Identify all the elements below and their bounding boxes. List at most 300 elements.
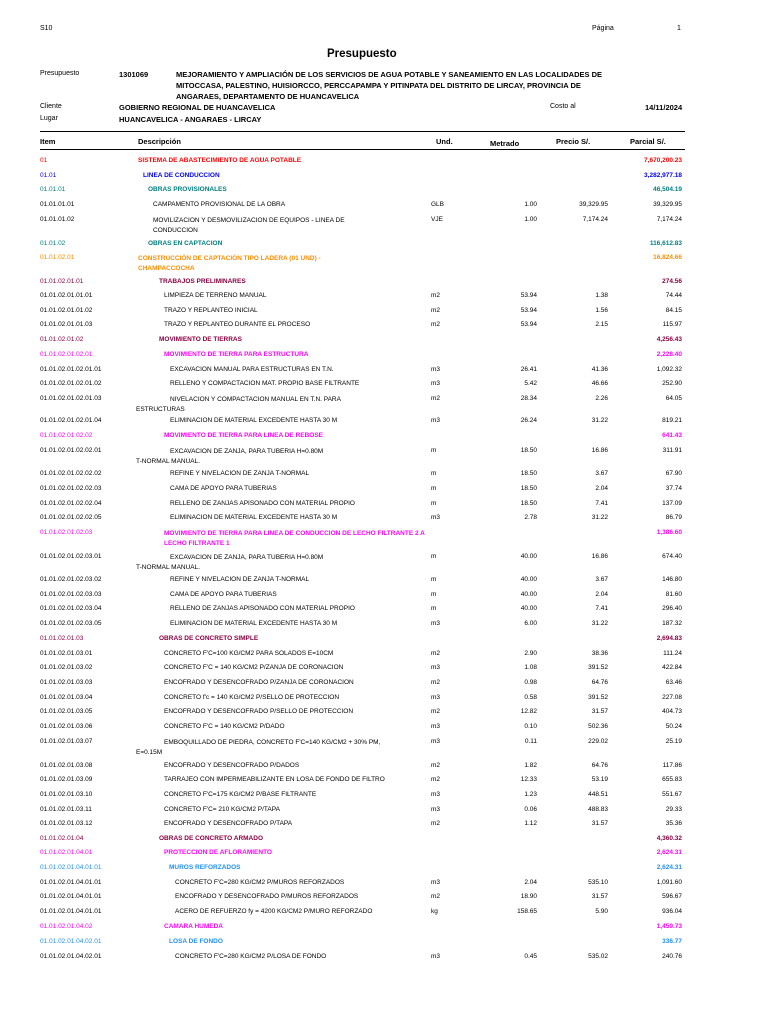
row-precio: 1.38 (595, 292, 608, 299)
row-item-code: 01.01.02.01.01.02 (40, 307, 93, 314)
table-row (0, 605, 768, 617)
table-row (0, 923, 768, 935)
row-metrado: 1.82 (524, 762, 537, 769)
row-unit: m3 (431, 738, 441, 745)
row-description: CAMA DE APOYO PARA TUBERIAS (170, 485, 277, 492)
row-item-code: 01.01.02.01.01.03 (40, 321, 93, 328)
table-row (0, 938, 768, 950)
table-row (0, 650, 768, 662)
row-precio: 1.56 (595, 307, 608, 314)
row-metrado: 40.00 (520, 576, 537, 583)
row-unit: m (431, 485, 437, 492)
page-label: Página (592, 25, 614, 32)
row-metrado: 26.24 (520, 417, 537, 424)
row-parcial: 74.44 (665, 292, 682, 299)
row-metrado: 53.94 (520, 292, 537, 299)
col-parcial: Parcial S/. (630, 137, 666, 146)
row-parcial: 2,624.31 (656, 864, 682, 871)
table-row (0, 157, 768, 169)
costo-date: 14/11/2024 (645, 103, 683, 112)
table-row (0, 723, 768, 735)
table-row (0, 879, 768, 891)
cliente-value: GOBIERNO REGIONAL DE HUANCAVELICA (119, 103, 276, 112)
row-unit: m3 (431, 806, 441, 813)
row-metrado: 1.23 (524, 791, 537, 798)
table-row (0, 806, 768, 818)
row-parcial: 84.15 (665, 307, 682, 314)
row-item-code: 01.01.02.01.02.03 (40, 529, 93, 536)
row-description: TRABAJOS PRELIMINARES (159, 278, 246, 285)
row-parcial: 187.32 (662, 620, 682, 627)
table-row (0, 240, 768, 252)
software-code: S10 (40, 25, 53, 32)
row-item-code: 01.01.02.01.03.01 (40, 650, 93, 657)
row-item-code: 01.01.02.01.04.01.01 (40, 893, 102, 900)
row-parcial: 64.05 (665, 395, 682, 402)
row-item-code: 01.01.02.01 (40, 254, 75, 261)
row-description: REFINE Y NIVELACION DE ZANJA T-NORMAL (170, 576, 310, 583)
row-item-code: 01.01.02.01.01 (40, 278, 84, 285)
table-row (0, 791, 768, 803)
row-parcial: 227.08 (662, 694, 682, 701)
row-parcial: 1,459.73 (656, 923, 682, 930)
row-precio: 39,329.95 (579, 201, 608, 208)
row-item-code: 01.01.02.01.02.03.05 (40, 620, 102, 627)
table-row (0, 351, 768, 363)
table-row (0, 278, 768, 290)
row-metrado: 2.78 (524, 514, 537, 521)
row-precio: 31.22 (591, 620, 608, 627)
row-parcial: 311.91 (662, 447, 682, 454)
row-unit: m (431, 576, 437, 583)
row-item-code: 01.01.02.01.04.01.01 (40, 864, 102, 871)
row-unit: m3 (431, 514, 441, 521)
row-precio: 391.52 (588, 664, 608, 671)
row-description: CAMARA HUMEDA (164, 923, 223, 930)
row-precio: 31.57 (591, 820, 608, 827)
table-row (0, 366, 768, 378)
row-description: ACERO DE REFUERZO fy = 4200 KG/CM2 P/MURO REFORZADO (175, 908, 373, 915)
row-metrado: 18.50 (520, 447, 537, 454)
row-metrado: 2.90 (524, 650, 537, 657)
row-parcial: 50.24 (665, 723, 682, 730)
row-item-code: 01.01.02.01.02.01.03 (40, 395, 102, 402)
table-row (0, 576, 768, 588)
row-item-code: 01.01.02.01.03.04 (40, 694, 93, 701)
row-description: NIVELACION Y COMPACTACION MANUAL EN T.N. PARA ESTRUCTURAS (136, 396, 341, 413)
table-row (0, 307, 768, 319)
row-item-code: 01.01.02.01.04.02.01 (40, 938, 102, 945)
row-item-code: 01.01.02.01.03 (40, 635, 84, 642)
row-parcial: 46,504.19 (653, 186, 682, 193)
row-item-code: 01.01.02.01.03.06 (40, 723, 93, 730)
col-metrado: Metrado (490, 139, 520, 148)
row-parcial: 936.04 (662, 908, 682, 915)
row-item-code: 01 (40, 157, 48, 164)
page-title: Presupuesto (327, 48, 397, 60)
row-parcial: 336.77 (662, 938, 682, 945)
row-metrado: 0.45 (524, 953, 537, 960)
row-unit: m2 (431, 762, 441, 769)
row-parcial: 1,092.32 (656, 366, 682, 373)
row-item-code: 01.01.02.01.04.01.01 (40, 879, 102, 886)
row-parcial: 67.90 (665, 470, 682, 477)
row-parcial: 7,174.24 (656, 216, 682, 223)
row-precio: 31.57 (591, 893, 608, 900)
row-precio: 64.76 (591, 762, 608, 769)
row-metrado: 5.42 (524, 380, 537, 387)
row-unit: m2 (431, 679, 441, 686)
row-description: ELIMINACION DE MATERIAL EXCEDENTE HASTA 30 M (170, 417, 338, 424)
row-item-code: 01.01.02.01.03.02 (40, 664, 93, 671)
row-description: ENCOFRADO Y DESENCOFRADO P/ZANJA DE CORONACION (164, 679, 354, 686)
table-row (0, 292, 768, 304)
row-description: CONCRETO F'C=175 KG/CM2 P/BASE FILTRANTE (164, 791, 317, 798)
row-unit: m (431, 591, 437, 598)
row-parcial: 4,256.43 (656, 336, 682, 343)
row-unit: m2 (431, 650, 441, 657)
row-parcial: 117.86 (662, 762, 682, 769)
row-precio: 502.36 (588, 723, 608, 730)
row-precio: 31.22 (591, 417, 608, 424)
row-parcial: 111.24 (663, 650, 682, 657)
row-unit: m (431, 553, 437, 560)
row-metrado: 0.10 (524, 723, 537, 730)
row-parcial: 37.74 (665, 485, 682, 492)
row-metrado: 12.33 (520, 776, 537, 783)
row-item-code: 01.01.02.01.03.05 (40, 708, 93, 715)
row-precio: 5.90 (595, 908, 608, 915)
row-description: RELLENO DE ZANJAS APISONADO CON MATERIAL PROPIO (170, 500, 355, 507)
table-row (0, 953, 768, 965)
row-parcial: 551.67 (662, 791, 682, 798)
row-description: MOVIMIENTO DE TIERRA PARA ESTRUCTURA (164, 351, 309, 358)
row-precio: 229.02 (588, 738, 608, 745)
row-parcial: 819.21 (662, 417, 682, 424)
row-description: PROTECCION DE AFLORAMIENTO (164, 849, 272, 856)
row-precio: 448.51 (588, 791, 608, 798)
row-unit: m2 (431, 321, 441, 328)
row-metrado: 2.04 (524, 879, 537, 886)
row-description: MUROS REFORZADOS (169, 864, 241, 871)
row-description: EXCAVACION DE ZANJA, PARA TUBERIA H=0.80M T-NORMAL MANUAL. (136, 448, 324, 465)
row-description: ELIMINACION DE MATERIAL EXCEDENTE HASTA 30 M (170, 514, 338, 521)
table-row (0, 500, 768, 512)
row-metrado: 28.34 (520, 395, 537, 402)
row-item-code: 01.01.02.01.02.02.02 (40, 470, 102, 477)
table-row (0, 694, 768, 706)
row-metrado: 0.11 (524, 738, 537, 745)
row-unit: m (431, 447, 437, 454)
row-parcial: 137.09 (662, 500, 682, 507)
table-row (0, 447, 768, 465)
row-item-code: 01.01.02.01.02.03.04 (40, 605, 102, 612)
cliente-label: Cliente (40, 103, 62, 110)
row-precio: 41.36 (591, 366, 608, 373)
row-precio: 535.10 (588, 879, 608, 886)
row-item-code: 01.01.02.01.04 (40, 835, 84, 842)
row-description: SISTEMA DE ABASTECIMIENTO DE AGUA POTABLE (138, 157, 302, 164)
row-description: ENCOFRADO Y DESENCOFRADO P/DADOS (164, 762, 300, 769)
costo-label: Costo al (550, 103, 576, 110)
row-metrado: 40.00 (520, 591, 537, 598)
table-row (0, 485, 768, 497)
row-description: RELLENO Y COMPACTACION MAT. PROPIO BASE FILTRANTE (170, 380, 360, 387)
row-parcial: 2,624.31 (656, 849, 682, 856)
table-row (0, 835, 768, 847)
table-row (0, 738, 768, 756)
row-precio: 2.04 (595, 485, 608, 492)
row-metrado: 158.65 (517, 908, 537, 915)
row-item-code: 01.01.02.01.03.11 (40, 806, 92, 813)
row-precio: 64.76 (591, 679, 608, 686)
row-precio: 488.83 (588, 806, 608, 813)
row-item-code: 01.01.02.01.02.02.05 (40, 514, 102, 521)
row-description: MOVIMIENTO DE TIERRA PARA LINEA DE CONDUCCION DE LECHO FILTRANTE 2 A LECHO FILTRANTE 1 (164, 530, 425, 547)
table-row (0, 172, 768, 184)
row-description: MOVIMIENTO DE TIERRA PARA LINEA DE REBOSE (164, 432, 324, 439)
row-item-code: 01.01.02.01.03.03 (40, 679, 93, 686)
row-metrado: 53.94 (520, 321, 537, 328)
col-item: Item (40, 137, 56, 146)
row-description: ELIMINACION DE MATERIAL EXCEDENTE HASTA 30 M (170, 620, 338, 627)
row-parcial: 641.43 (662, 432, 682, 439)
row-description: CONCRETO F'C = 140 KG/CM2 P/DADO (164, 723, 285, 730)
row-metrado: 40.00 (520, 605, 537, 612)
row-unit: m3 (431, 366, 441, 373)
row-description: CONCRETO F'C=100 KG/CM2 PARA SOLADOS E=10CM (164, 650, 334, 657)
row-item-code: 01.01.02.01.02.03.01 (40, 553, 102, 560)
row-unit: m2 (431, 820, 441, 827)
row-precio: 535.02 (588, 953, 608, 960)
row-precio: 7.41 (595, 605, 608, 612)
row-description: OBRAS PROVISIONALES (148, 186, 227, 193)
row-item-code: 01.01.02.01.02.01.04 (40, 417, 102, 424)
row-precio: 16.86 (591, 553, 608, 560)
row-unit: m2 (431, 307, 441, 314)
row-description: CONSTRUCCIÓN DE CAPTACIÓN TIPO LADERA (01 UND) - CHAMPACCOCHA (138, 255, 321, 272)
row-unit: m3 (431, 953, 441, 960)
row-precio: 7,174.24 (582, 216, 608, 223)
row-item-code: 01.01.02.01.02.01.02 (40, 380, 102, 387)
row-metrado: 18.90 (520, 893, 537, 900)
table-row (0, 432, 768, 444)
row-metrado: 0.58 (524, 694, 537, 701)
table-row (0, 762, 768, 774)
table-row (0, 679, 768, 691)
row-parcial: 35.36 (665, 820, 682, 827)
row-description: CAMPAMENTO PROVISIONAL DE LA OBRA (153, 201, 286, 208)
row-parcial: 674.40 (662, 553, 682, 560)
row-parcial: 115.97 (662, 321, 682, 328)
row-metrado: 18.50 (520, 485, 537, 492)
row-description: LIMPIEZA DE TERRENO MANUAL (164, 292, 267, 299)
row-description: RELLENO DE ZANJAS APISONADO CON MATERIAL PROPIO (170, 605, 355, 612)
row-description: EXCAVACION DE ZANJA, PARA TUBERIA H=0.80M T-NORMAL MANUAL. (136, 554, 324, 571)
row-parcial: 7,670,200.23 (644, 157, 682, 164)
presupuesto-code: 1301069 (119, 70, 149, 79)
row-parcial: 16,824.66 (653, 254, 682, 261)
presupuesto-label: Presupuesto (40, 70, 80, 77)
row-item-code: 01.01.02.01.02.02.01 (40, 447, 102, 454)
row-parcial: 86.79 (665, 514, 682, 521)
row-parcial: 81.60 (665, 591, 682, 598)
row-item-code: 01.01 (40, 172, 57, 179)
table-row (0, 470, 768, 482)
row-metrado: 40.00 (520, 553, 537, 560)
table-row (0, 395, 768, 413)
row-unit: m2 (431, 893, 441, 900)
row-unit: m3 (431, 791, 441, 798)
row-parcial: 655.83 (662, 776, 682, 783)
row-parcial: 3,282,977.18 (644, 172, 682, 179)
row-parcial: 4,360.32 (656, 835, 682, 842)
row-item-code: 01.01.02 (40, 240, 66, 247)
row-item-code: 01.01.02.01.04.01 (40, 849, 93, 856)
row-unit: m3 (431, 664, 441, 671)
row-unit: m2 (431, 395, 441, 402)
table-row (0, 635, 768, 647)
table-row (0, 514, 768, 526)
row-precio: 2.26 (595, 395, 608, 402)
table-row (0, 776, 768, 788)
row-description: CONCRETO f'c = 140 KG/CM2 P/SELLO DE PROTECCION (164, 694, 340, 701)
row-metrado: 1.08 (524, 664, 537, 671)
row-parcial: 63.46 (665, 679, 682, 686)
row-parcial: 25.19 (665, 738, 682, 745)
row-unit: m3 (431, 694, 441, 701)
row-description: EXCAVACION MANUAL PARA ESTRUCTURAS EN T.N. (170, 366, 334, 373)
row-unit: VJE (431, 216, 443, 223)
row-description: MOVIMIENTO DE TIERRAS (159, 336, 242, 343)
table-row (0, 529, 768, 547)
row-metrado: 1.00 (524, 201, 537, 208)
row-parcial: 146.80 (662, 576, 682, 583)
row-unit: m2 (431, 708, 441, 715)
row-unit: GLB (431, 201, 445, 208)
row-item-code: 01.01.02.01.02.03.02 (40, 576, 102, 583)
row-metrado: 1.12 (524, 820, 537, 827)
table-row (0, 186, 768, 198)
row-unit: m (431, 605, 437, 612)
row-item-code: 01.01.02.01.03.07 (40, 738, 93, 745)
row-precio: 2.15 (595, 321, 608, 328)
header-top-rule (40, 131, 685, 132)
table-row (0, 321, 768, 333)
row-item-code: 01.01.02.01.02.01 (40, 351, 93, 358)
table-row (0, 620, 768, 632)
row-unit: kg (431, 908, 438, 915)
row-item-code: 01.01.02.01.04.02.01 (40, 953, 102, 960)
row-unit: m3 (431, 380, 441, 387)
row-parcial: 274.56 (662, 278, 682, 285)
row-parcial: 252.90 (662, 380, 682, 387)
row-description: CONCRETO F'C=280 KG/CM2 P/MUROS REFORZADOS (175, 879, 345, 886)
row-item-code: 01.01.01 (40, 186, 66, 193)
lugar-value: HUANCAVELICA - ANGARAES - LIRCAY (119, 115, 262, 124)
row-item-code: 01.01.02.01.02.03.03 (40, 591, 102, 598)
row-parcial: 1,091.60 (656, 879, 682, 886)
row-description: MOVILIZACION Y DESMOVILIZACION DE EQUIPOS - LINEA DE CONDUCCION (153, 217, 345, 234)
row-parcial: 296.40 (662, 605, 682, 612)
row-item-code: 01.01.02.01.04.01.01 (40, 908, 102, 915)
row-metrado: 26.41 (520, 366, 537, 373)
table-row (0, 216, 768, 234)
row-metrado: 18.50 (520, 470, 537, 477)
row-item-code: 01.01.02.01.01.01 (40, 292, 93, 299)
row-description: ENCOFRADO Y DESENCOFRADO P/TAPA (164, 820, 293, 827)
table-row (0, 864, 768, 876)
row-metrado: 53.94 (520, 307, 537, 314)
row-parcial: 2,694.83 (656, 635, 682, 642)
row-description: CONCRETO F'C= 210 KG/CM2 P/TAPA (164, 806, 280, 813)
row-unit: m3 (431, 723, 441, 730)
table-row (0, 201, 768, 213)
row-parcial: 2,228.40 (656, 351, 682, 358)
row-metrado: 6.00 (524, 620, 537, 627)
row-parcial: 240.76 (662, 953, 682, 960)
row-item-code: 01.01.02.01.04.02 (40, 923, 93, 930)
row-parcial: 596.67 (662, 893, 682, 900)
row-item-code: 01.01.01.02 (40, 216, 75, 223)
row-description: REFINE Y NIVELACION DE ZANJA T-NORMAL (170, 470, 310, 477)
row-unit: m (431, 470, 437, 477)
row-metrado: 1.00 (524, 216, 537, 223)
row-description: OBRAS DE CONCRETO ARMADO (159, 835, 264, 842)
table-row (0, 664, 768, 676)
row-description: OBRAS DE CONCRETO SIMPLE (159, 635, 259, 642)
row-description: LINEA DE CONDUCCION (143, 172, 220, 179)
table-row (0, 591, 768, 603)
row-description: ENCOFRADO Y DESENCOFRADO P/MUROS REFORZADOS (175, 893, 359, 900)
row-unit: m2 (431, 292, 441, 299)
row-description: TRAZO Y REPLANTEO INICIAL (164, 307, 258, 314)
lugar-label: Lugar (40, 115, 58, 122)
table-row (0, 893, 768, 905)
row-description: ENCOFRADO Y DESENCOFRADO P/SELLO DE PROTECCION (164, 708, 354, 715)
row-precio: 391.52 (588, 694, 608, 701)
row-precio: 7.41 (595, 500, 608, 507)
row-item-code: 01.01.02.01.03.12 (40, 820, 93, 827)
row-precio: 3.67 (595, 576, 608, 583)
row-unit: m3 (431, 417, 441, 424)
row-description: TRAZO Y REPLANTEO DURANTE EL PROCESO (164, 321, 311, 328)
row-precio: 46.66 (591, 380, 608, 387)
row-item-code: 01.01.02.01.02.02.04 (40, 500, 102, 507)
table-row (0, 849, 768, 861)
row-precio: 16.86 (591, 447, 608, 454)
table-row (0, 336, 768, 348)
row-parcial: 1,386.60 (656, 529, 682, 536)
row-description: CONCRETO F'C=280 KG/CM2 P/LOSA DE FONDO (175, 953, 327, 960)
row-parcial: 404.73 (662, 708, 682, 715)
row-item-code: 01.01.02.01.02 (40, 336, 84, 343)
row-item-code: 01.01.02.01.03.08 (40, 762, 93, 769)
page-number: 1 (677, 25, 681, 32)
row-item-code: 01.01.01.01 (40, 201, 75, 208)
row-description: OBRAS EN CAPTACION (148, 240, 223, 247)
row-unit: m3 (431, 879, 441, 886)
row-parcial: 29.33 (665, 806, 682, 813)
col-descripcion: Descripción (138, 137, 181, 146)
row-parcial: 422.84 (662, 664, 682, 671)
row-metrado: 0.06 (524, 806, 537, 813)
row-description: CAMA DE APOYO PARA TUBERIAS (170, 591, 277, 598)
table-row (0, 553, 768, 571)
row-metrado: 18.50 (520, 500, 537, 507)
row-precio: 31.22 (591, 514, 608, 521)
table-row (0, 417, 768, 429)
